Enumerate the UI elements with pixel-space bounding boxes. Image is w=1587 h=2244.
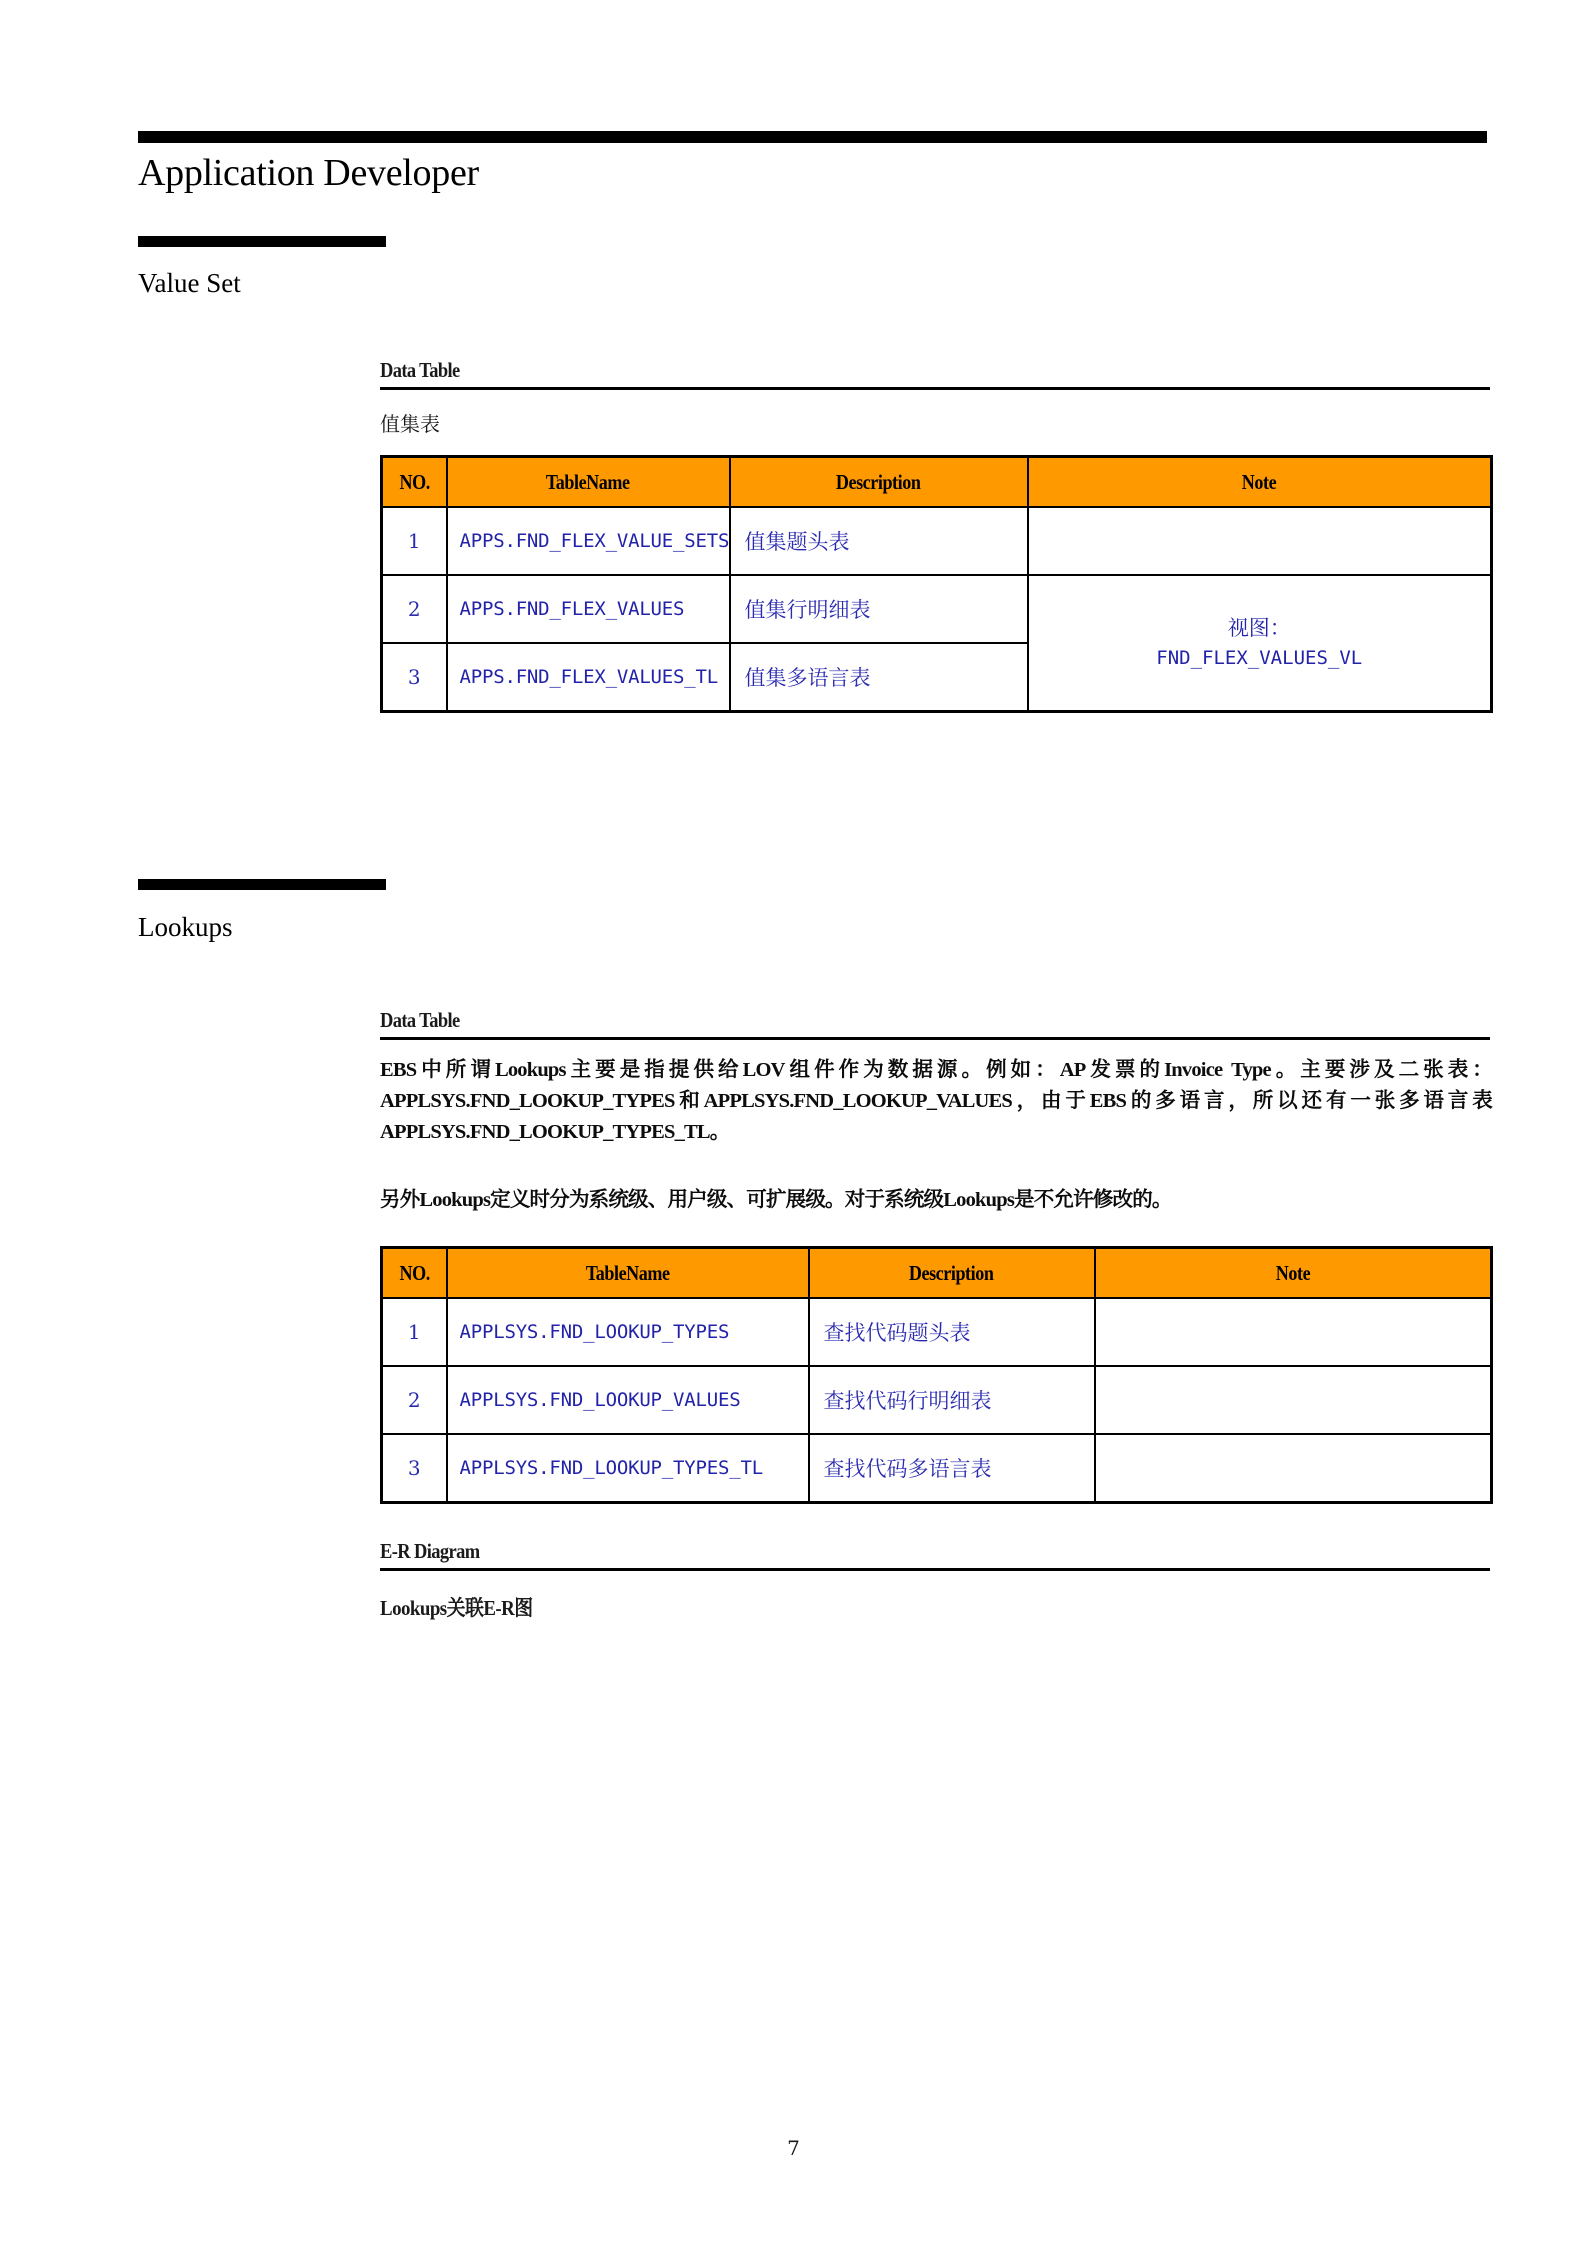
column-header-note-label: Note (1242, 469, 1277, 494)
column-header-tablename-label: TableName (546, 469, 630, 494)
caption-value-set-table: 值集表 (380, 412, 440, 436)
column-header-description (809, 1248, 1095, 1299)
column-header-note (1028, 457, 1492, 508)
column-header-description (730, 457, 1028, 508)
column-header-description-label: Description (909, 1260, 994, 1285)
cell-description: 值集多语言表 (730, 643, 1028, 712)
title-rule (138, 131, 1487, 143)
cell-description: 查找代码行明细表 (809, 1366, 1095, 1434)
cell-table-name: APPS.FND_FLEX_VALUES_TL (447, 643, 730, 712)
table-header-row (382, 1248, 1492, 1299)
cell-note (1095, 1298, 1492, 1366)
cell-table-name: APPLSYS.FND_LOOKUP_TYPES (447, 1298, 809, 1366)
column-header-description-label: Description (836, 469, 921, 494)
caption-er-diagram: Lookups关联E-R图 (380, 1596, 533, 1620)
column-header-note-label: Note (1275, 1260, 1310, 1285)
cell-no: 2 (382, 1366, 447, 1434)
cell-table-name: APPS.FND_FLEX_VALUES (447, 575, 730, 643)
subheading-label: E-R Diagram (380, 1539, 480, 1563)
cell-description: 查找代码多语言表 (809, 1434, 1095, 1503)
cell-no: 3 (382, 1434, 447, 1503)
cell-no: 1 (382, 1298, 447, 1366)
lookups-paragraph-1: EBS中所谓Lookups主要是指提供给LOV组件作为数据源。例如：AP发票的Invoice Type。主要涉及二张表：APPLSYS.FND_LOOKUP_TYPES和APPLSYS.FND_LOOKUP_VALUES，由于EBS的多语言，所以还有一张多语言表APPLSYS.FND_LOOKUP_TYPES_TL。 (380, 1059, 1492, 1143)
cell-no: 2 (382, 575, 447, 643)
cell-description: 值集行明细表 (730, 575, 1028, 643)
cell-note (1095, 1366, 1492, 1434)
table-row (382, 507, 1492, 575)
subheading-label: Data Table (380, 1008, 460, 1032)
table-row (382, 1434, 1492, 1503)
subheading-data-table-lookups (380, 1008, 1490, 1040)
section-rule-value-set (138, 236, 386, 247)
cell-description: 查找代码题头表 (809, 1298, 1095, 1366)
cell-table-name: APPS.FND_FLEX_VALUE_SETS (447, 507, 730, 575)
column-header-tablename (447, 1248, 809, 1299)
column-header-no (382, 457, 447, 508)
section-rule-lookups (138, 879, 386, 890)
cell-table-name: APPLSYS.FND_LOOKUP_TYPES_TL (447, 1434, 809, 1503)
column-header-no-label: NO. (399, 469, 430, 494)
column-header-no-label: NO. (399, 1260, 430, 1285)
subheading-data-table-value-set (380, 358, 1490, 390)
column-header-note (1095, 1248, 1492, 1299)
column-header-tablename-label: TableName (585, 1260, 670, 1285)
section-heading-lookups: Lookups (138, 912, 233, 942)
table-row (382, 1366, 1492, 1434)
cell-note (1028, 507, 1492, 575)
page-title: Application Developer (138, 152, 479, 194)
column-header-no (382, 1248, 447, 1299)
cell-table-name: APPLSYS.FND_LOOKUP_VALUES (447, 1366, 809, 1434)
note-value: FND_FLEX_VALUES_VL (1156, 647, 1363, 669)
table-row (382, 575, 1492, 643)
subheading-er-diagram (380, 1539, 1490, 1571)
subheading-label: Data Table (380, 358, 460, 382)
cell-no: 3 (382, 643, 447, 712)
cell-description: 值集题头表 (730, 507, 1028, 575)
note-label: 视图： (1227, 616, 1291, 640)
table-header-row (382, 457, 1492, 508)
value-set-data-table (380, 455, 1493, 713)
page-number: 7 (787, 2136, 800, 2160)
cell-note-merged (1028, 575, 1492, 712)
cell-no: 1 (382, 507, 447, 575)
table-row (382, 1298, 1492, 1366)
cell-note (1095, 1434, 1492, 1503)
lookups-paragraph-2: 另外Lookups定义时分为系统级、用户级、可扩展级。对于系统级Lookups是不允许修改的。 (380, 1189, 1172, 1211)
column-header-tablename (447, 457, 730, 508)
lookups-data-table (380, 1246, 1493, 1504)
section-heading-value-set: Value Set (138, 268, 241, 298)
